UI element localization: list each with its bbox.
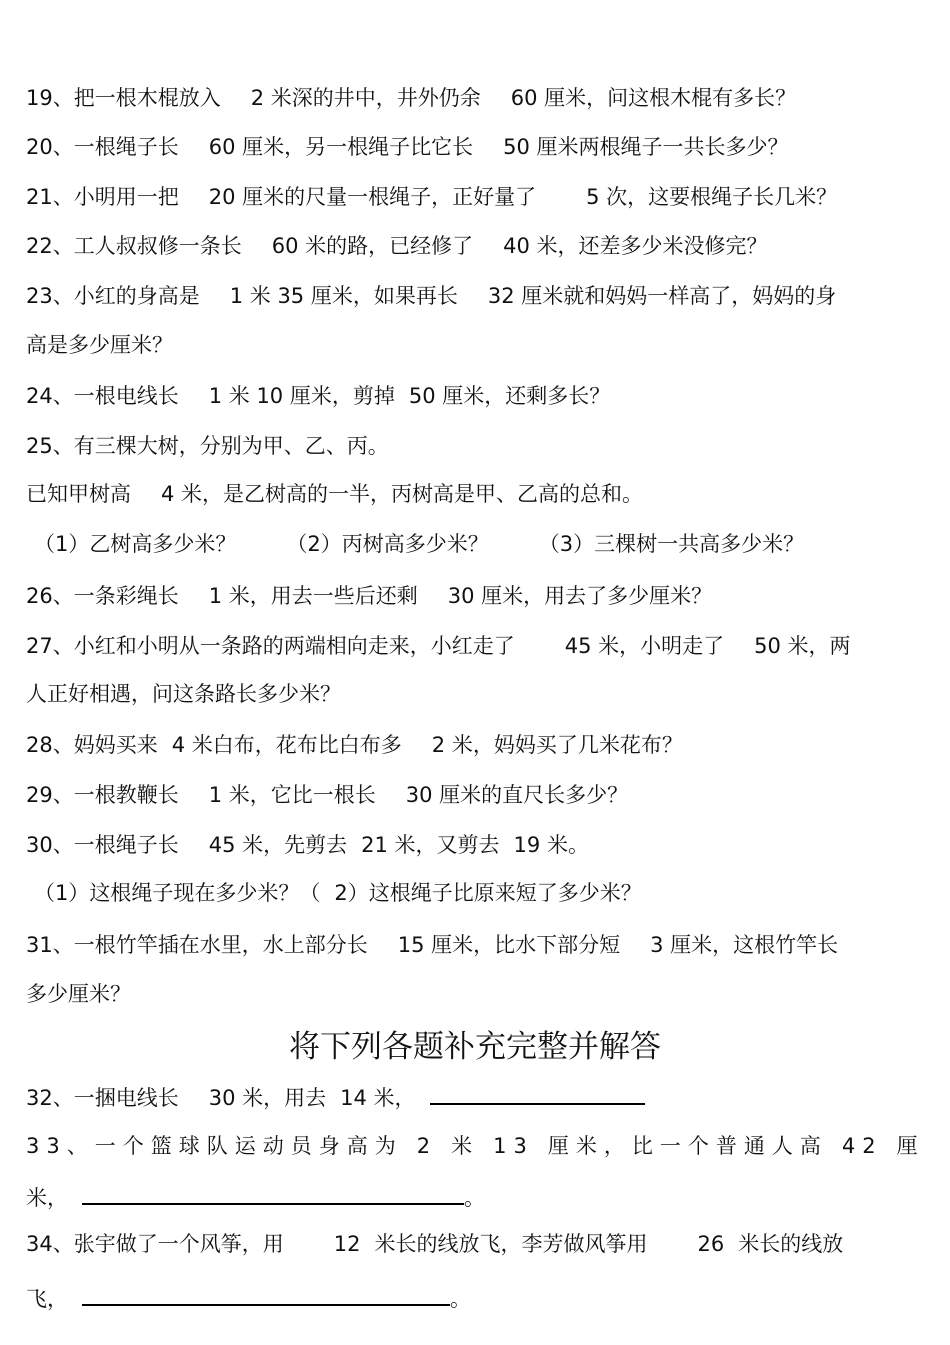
text: 50 厘米两根绳子一共长多少？ <box>503 135 789 159</box>
text: 60 米的路，已经修了 <box>271 234 474 258</box>
text: 12 <box>333 1232 361 1256</box>
text: 60 厘米，问这根木棍有多长？ <box>510 86 797 110</box>
problem-25 <box>26 432 924 460</box>
text: 已知甲树高 <box>26 482 131 506</box>
text: 13 <box>493 1134 534 1158</box>
question: （2）丙树高多少米？ <box>286 532 489 556</box>
question: 2）这根绳子比原来短了多少米？ <box>334 881 642 905</box>
text: 。 <box>464 1186 485 1210</box>
text: 30、一根绳子长 <box>26 833 179 857</box>
problem-26 <box>26 582 924 610</box>
text: 45 米，先剪去 <box>208 833 348 857</box>
text: 米， <box>26 1186 68 1210</box>
text: 人正好相遇，问这条路长多少米？ <box>26 682 341 706</box>
text: 1 米，用去一些后还剩 <box>208 584 418 608</box>
problem-27 <box>26 632 924 660</box>
text: 。 <box>450 1287 471 1311</box>
problem-25-cont <box>26 480 924 508</box>
answer-blank[interactable] <box>82 1282 450 1306</box>
text: 21、小明用一把 <box>26 185 179 209</box>
text: 50 厘米，还剩多长？ <box>408 384 611 408</box>
text: 高是多少厘米？ <box>26 333 173 357</box>
text: 23、小红的身高是 <box>26 284 200 308</box>
problem-25-questions <box>34 530 924 558</box>
text: 19 米。 <box>513 833 589 857</box>
text: 米长的线放飞，李芳做风筝用 <box>374 1232 648 1256</box>
text: 60 厘米，另一根绳子比它长 <box>208 135 474 159</box>
text: 厘米，比一个普通人高 <box>547 1134 828 1158</box>
text: 15 厘米，比水下部分短 <box>397 933 621 957</box>
text: 50 米，两 <box>754 634 851 658</box>
problem-33 <box>26 1132 924 1160</box>
text: 26 <box>697 1232 725 1256</box>
text: 4 米，是乙树高的一半，丙树高是甲、乙高的总和。 <box>161 482 644 506</box>
text: 29、一根教鞭长 <box>26 783 179 807</box>
answer-blank[interactable] <box>430 1081 645 1105</box>
problem-33-cont <box>26 1181 924 1212</box>
text: 19、把一根木棍放入 <box>26 86 221 110</box>
text: 42 <box>841 1134 883 1158</box>
problem-20 <box>26 133 924 161</box>
text: 1 米 35 厘米，如果再长 <box>229 284 458 308</box>
text: 多少厘米？ <box>26 982 131 1006</box>
question: （3）三棵树一共高多少米？ <box>538 532 805 556</box>
problem-30-questions <box>34 879 924 907</box>
text: 米长的线放 <box>738 1232 844 1256</box>
problem-29 <box>26 781 924 809</box>
problem-21 <box>26 183 924 211</box>
problem-23 <box>26 282 924 310</box>
problem-24 <box>26 382 924 410</box>
text: 45 米，小明走了 <box>564 634 725 658</box>
text: 24、一根电线长 <box>26 384 179 408</box>
text: 30 厘米，用去了多少厘米？ <box>447 584 713 608</box>
problem-31-cont <box>26 980 924 1008</box>
text: 20 厘米的尺量一根绳子，正好量了 <box>208 185 537 209</box>
problem-31 <box>26 931 924 959</box>
problem-27-cont <box>26 680 924 708</box>
text: 40 米，还差多少米没修完？ <box>503 234 768 258</box>
text: 2 米，妈妈买了几米花布？ <box>431 733 683 757</box>
text: 21 米，又剪去 <box>361 833 500 857</box>
problem-22 <box>26 232 924 260</box>
text: 34、张宇做了一个风筝，用 <box>26 1232 284 1256</box>
text: 26、一条彩绳长 <box>26 584 179 608</box>
text: 32 厘米就和妈妈一样高了，妈妈的身 <box>487 284 837 308</box>
text: 33、一个篮球队运动员身高为 <box>26 1134 403 1158</box>
question: （1）乙树高多少米？ <box>34 532 237 556</box>
text: 20、一根绳子长 <box>26 135 179 159</box>
text: 30 厘米的直尺长多少？ <box>405 783 629 807</box>
problem-28 <box>26 731 924 759</box>
text: 厘 <box>896 1134 925 1158</box>
text: 4 米白布，花布比白布多 <box>171 733 402 757</box>
text: 飞， <box>26 1287 68 1311</box>
text: 5 次，这要根绳子长几米？ <box>586 185 838 209</box>
problem-19 <box>26 84 924 112</box>
section-title: 将下列各题补充完整并解答 <box>289 1029 661 1065</box>
text: 25、有三棵大树，分别为甲、乙、丙。 <box>26 434 389 458</box>
problem-34-cont <box>26 1282 924 1313</box>
problem-34 <box>26 1230 924 1258</box>
text: 1 米 10 厘米，剪掉 <box>208 384 395 408</box>
text: 22、工人叔叔修一条长 <box>26 234 242 258</box>
question: （1）这根绳子现在多少米？（ <box>34 881 321 905</box>
text: 32、一捆电线长 <box>26 1086 179 1110</box>
problem-30 <box>26 831 924 859</box>
text: 3 厘米，这根竹竿长 <box>650 933 839 957</box>
text: 31、一根竹竿插在水里，水上部分长 <box>26 933 368 957</box>
text: 14 米， <box>340 1086 416 1110</box>
text: 1 米，它比一根长 <box>208 783 376 807</box>
problem-32 <box>26 1081 924 1112</box>
text: 2 米深的井中，井外仍余 <box>250 86 481 110</box>
text: 30 米，用去 <box>208 1086 327 1110</box>
text: 28、妈妈买来 <box>26 733 158 757</box>
text: 27、小红和小明从一条路的两端相向走来，小红走了 <box>26 634 515 658</box>
text: 米 <box>451 1134 480 1158</box>
text: 2 <box>416 1134 438 1158</box>
problem-23-cont <box>26 331 924 359</box>
answer-blank[interactable] <box>82 1181 464 1205</box>
